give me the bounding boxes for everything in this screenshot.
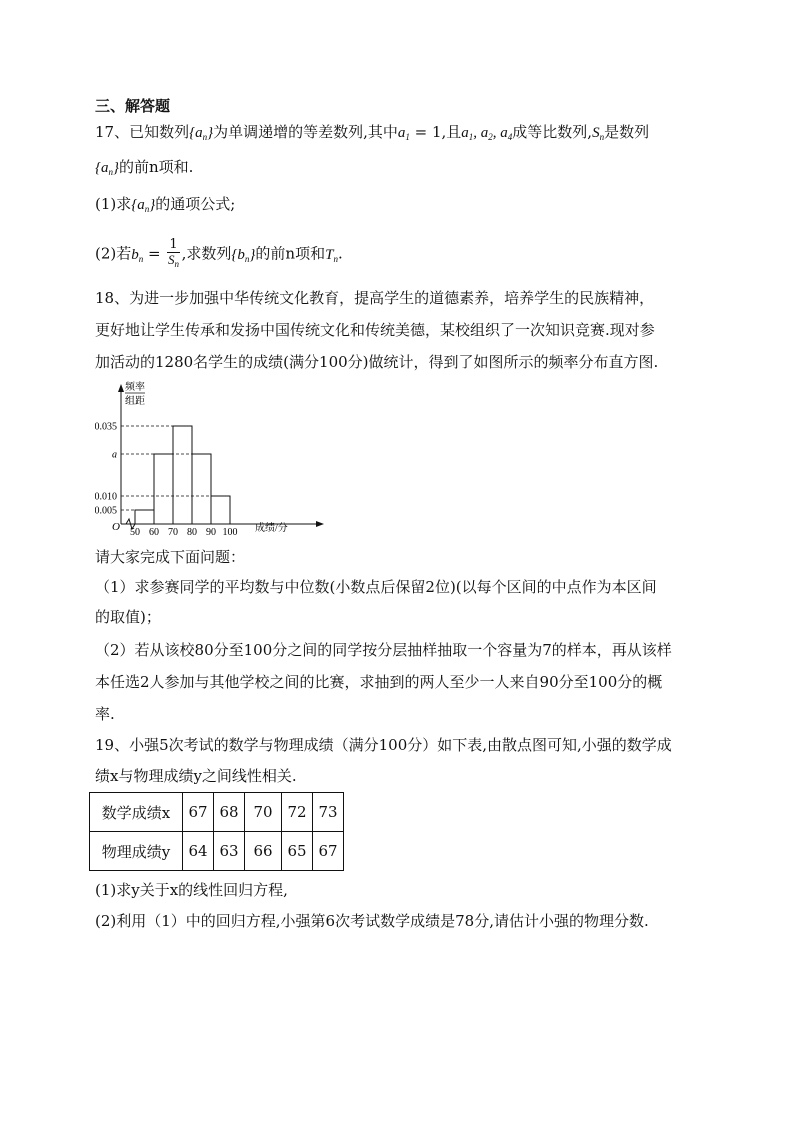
- a1: $a_1$: [397, 125, 410, 142]
- scores-table: [89, 792, 344, 871]
- frequency-histogram: [95, 380, 325, 540]
- table-cell: 72: [282, 793, 313, 832]
- q17-text: 为单调递增的等差数列,其中: [213, 123, 398, 141]
- q19-part1: (1)求y关于x的线性回归方程,: [95, 881, 288, 899]
- table-cell: 67: [313, 832, 344, 871]
- q19-line2: 绩x与物理成绩y之间线性相关.: [95, 767, 297, 785]
- q17-text: .: [337, 244, 343, 263]
- y-tick-label: 0.035: [95, 421, 117, 433]
- chart-labels: [95, 380, 288, 538]
- q17-part1: [95, 194, 235, 219]
- section-title: 三、解答题: [95, 97, 171, 115]
- table-cell: 63: [214, 832, 245, 871]
- q18-line1: 18、为进一步加强中华传统文化教育，提高学生的道德素养，培养学生的民族精神，: [95, 289, 655, 307]
- y-tick-label: 0.010: [95, 491, 117, 503]
- fraction: $\frac{1}{S_n}$: [168, 237, 179, 269]
- q18-prompt: 请大家完成下面问题：: [95, 548, 246, 566]
- histogram-bar: [211, 496, 230, 524]
- x-tick-label: 70: [168, 527, 178, 538]
- x-tick-label: 50: [130, 527, 140, 538]
- histogram-bar: [154, 454, 173, 524]
- table-row: [90, 793, 344, 832]
- q17-text: 的通项公式;: [155, 195, 236, 213]
- q18-part2-l2: 本任选2人参加与其他学校之间的比赛，求抽到的两人至少一人来自90分至100分的概: [95, 673, 663, 691]
- Sn: $S_n$: [592, 125, 605, 142]
- table-cell: 70: [245, 793, 282, 832]
- chart-axes: [118, 384, 324, 529]
- x-tick-label: 100: [222, 527, 238, 538]
- ylabel-bottom: 组距: [125, 396, 145, 407]
- xlabel: 成绩/分: [255, 523, 288, 534]
- q18-part2-l1: （2）若从该校80分至100分之间的同学按分层抽样抽取一个容量为7的样本，再从该样: [95, 641, 672, 659]
- q17-text: 是数列: [604, 123, 650, 141]
- q18-part2-l3: 率.: [95, 705, 115, 723]
- histogram-bar: [135, 510, 154, 524]
- seq-a: $\{a_n\}$: [189, 125, 214, 142]
- q17-text: =: [143, 244, 166, 263]
- bn: $b_n$: [131, 246, 144, 264]
- seq-a: $\{a_n\}$: [131, 197, 156, 214]
- terms: $a_1$, $a_2$, $a_4$: [461, 125, 513, 142]
- q17-text: (1)求: [95, 195, 132, 213]
- y-tick-label: 0.005: [95, 505, 117, 517]
- q17-text: = 1,且: [409, 123, 462, 141]
- table-row: [90, 832, 344, 871]
- x-tick-label: 80: [187, 527, 197, 538]
- y-tick-label: a: [112, 449, 117, 461]
- x-tick-label: 60: [149, 527, 159, 538]
- origin-label: O: [112, 521, 120, 533]
- chart-guides: [121, 426, 230, 510]
- q17-line1: [95, 122, 649, 147]
- q19-part2: (2)利用（1）中的回归方程,小强第6次考试数学成绩是78分,请估计小强的物理分数.: [95, 912, 649, 930]
- q18-line3: 加活动的1280名学生的成绩(满分100分)做统计，得到了如图所示的频率分布直方图.: [95, 353, 659, 371]
- q17-text: 的前n项和.: [119, 158, 194, 176]
- q17-text: 17、已知数列: [95, 123, 190, 141]
- q17-part2: [95, 238, 343, 271]
- histogram-bar: [192, 454, 211, 524]
- bn-seq: $\{b_n\}$: [231, 246, 256, 264]
- table-cell: 66: [245, 832, 282, 871]
- row-header: 物理成绩y: [90, 832, 183, 871]
- x-tick-label: 90: [206, 527, 216, 538]
- q17-text: ,求数列: [181, 244, 232, 263]
- q18-part1-l1: （1）求参赛同学的平均数与中位数(小数点后保留2位)(以每个区间的中点作为本区间: [95, 578, 657, 596]
- histogram-bar: [173, 426, 192, 524]
- table-cell: 64: [183, 832, 214, 871]
- q17-text: 成等比数列,: [512, 123, 593, 141]
- table-cell: 73: [313, 793, 344, 832]
- chart-bars: [135, 426, 230, 524]
- q18-part1-l2: 的取值)；: [95, 608, 161, 626]
- q17-text: (2)若: [95, 244, 132, 263]
- table-cell: 67: [183, 793, 214, 832]
- table-cell: 68: [214, 793, 245, 832]
- q17-text: 的前n项和: [255, 244, 326, 263]
- table-cell: 65: [282, 832, 313, 871]
- seq-a: $\{a_n\}$: [95, 160, 119, 177]
- q19-line1: 19、小强5次考试的数学与物理成绩（满分100分）如下表,由散点图可知,小强的数学成: [95, 736, 672, 754]
- row-header: 数学成绩x: [90, 793, 183, 832]
- ylabel-top: 频率: [125, 382, 145, 393]
- Tn: $T_n$: [325, 246, 338, 264]
- q17-line2: [95, 157, 193, 182]
- q18-line2: 更好地让学生传承和发扬中国传统文化和传统美德，某校组织了一次知识竞赛.现对参: [95, 321, 655, 339]
